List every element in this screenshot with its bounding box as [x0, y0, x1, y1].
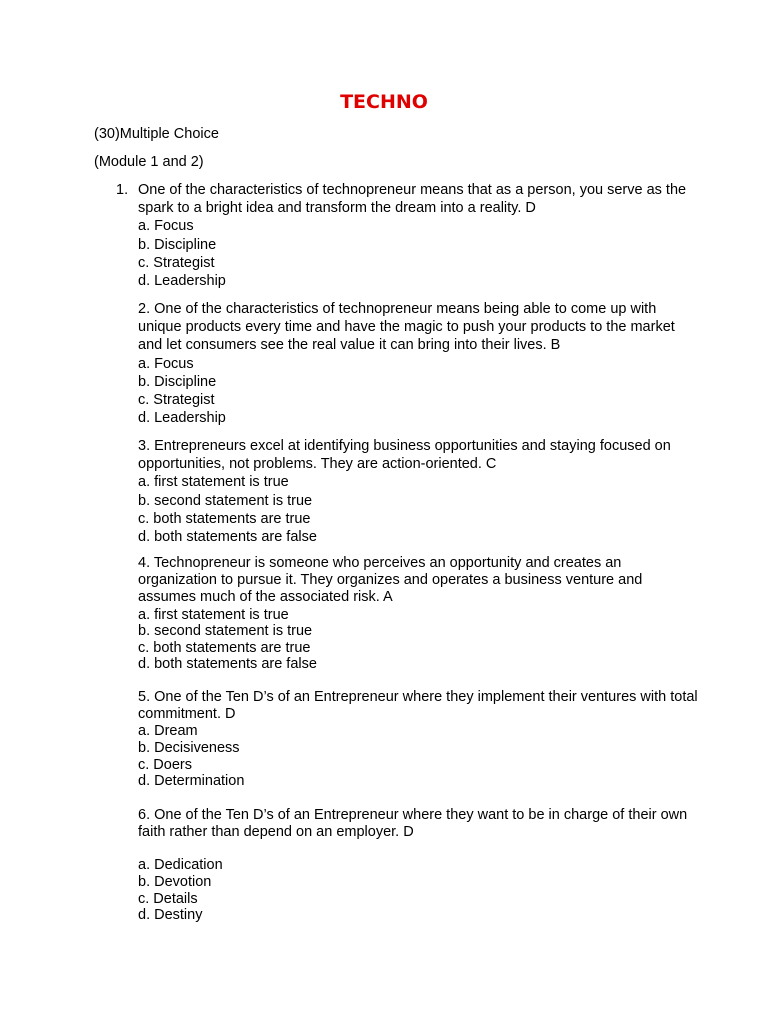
question-5-option-d: d. Determination: [138, 773, 245, 790]
question-6-option-b: b. Devotion: [138, 874, 212, 890]
question-3-options: [138, 473, 698, 546]
question-1-option-d: d. Leadership: [138, 273, 226, 290]
question-3-stem: 3. Entrepreneurs excel at identifying business opportunities and staying focused on opportunities, not problems. They are action-oriented. C: [138, 438, 671, 473]
question-6-option-c: c. Details: [138, 890, 198, 907]
question-4-options: [138, 607, 698, 673]
question-1-option-c: c. Strategist: [138, 254, 215, 271]
question-2-options: [138, 355, 698, 428]
question-5-stem: 5. One of the Ten D’s of an Entrepreneur where they implement their ventures with total commitment. D: [138, 689, 698, 723]
question-3-option-a: a. first statement is true: [138, 474, 289, 491]
question-4-stem: 4. Technopreneur is someone who perceives an opportunity and creates an organization to pursue it. They organizes and operates a business venture and assumes much of the associated risk. A: [138, 555, 643, 606]
question-5: [138, 689, 698, 790]
question-6-option-d: d. Destiny: [138, 907, 203, 924]
question-4-option-b: b. second statement is true: [138, 623, 313, 640]
question-6-stem: 6. One of the Ten D’s of an Entrepreneur where they want to be in charge of their own faith rather than depend on an employer. D: [138, 807, 688, 841]
question-2-option-a: a. Focus: [138, 355, 194, 372]
question-5-option-b: b. Decisiveness: [138, 740, 240, 756]
question-1-stem: One of the characteristics of technopreneur means that as a person, you serve as the spark to a bright idea and transform the dream into a reality. D: [138, 182, 687, 217]
page-title: TECHNO: [340, 91, 428, 113]
question-2-option-b: b. Discipline: [138, 373, 217, 390]
question-2-option-c: c. Strategist: [138, 392, 215, 409]
question-3-option-d: d. both statements are false: [138, 529, 317, 546]
question-6-option-a: a. Dedication: [138, 857, 223, 874]
question-1-options: [138, 217, 698, 290]
question-3-option-b: b. second statement is true: [138, 492, 313, 509]
question-6: [138, 807, 698, 924]
question-4-option-c: c. both statements are true: [138, 639, 311, 656]
question-4: [138, 555, 698, 673]
question-2-stem: 2. One of the characteristics of technopreneur means being able to come up with unique products every time and have the magic to push your products to the market and let consumers see the real value it can bring into their lives. B: [138, 301, 675, 354]
question-1-option-b: b. Discipline: [138, 236, 217, 253]
question-3-option-c: c. both statements are true: [138, 510, 311, 527]
question-1: [116, 181, 698, 290]
question-1-option-a: a. Focus: [138, 218, 194, 235]
question-5-option-a: a. Dream: [138, 723, 198, 740]
question-5-options: [138, 723, 698, 789]
question-2: [138, 300, 698, 427]
question-4-option-a: a. first statement is true: [138, 606, 289, 623]
question-3: [138, 437, 698, 546]
module-line: (Module 1 and 2): [94, 154, 204, 170]
question-2-option-d: d. Leadership: [138, 410, 226, 427]
question-6-options: [138, 857, 698, 923]
question-5-option-c: c. Doers: [138, 756, 192, 773]
question-4-option-d: d. both statements are false: [138, 656, 317, 673]
question-count-line: (30)Multiple Choice: [94, 126, 219, 142]
question-1-number: 1.: [116, 182, 129, 198]
